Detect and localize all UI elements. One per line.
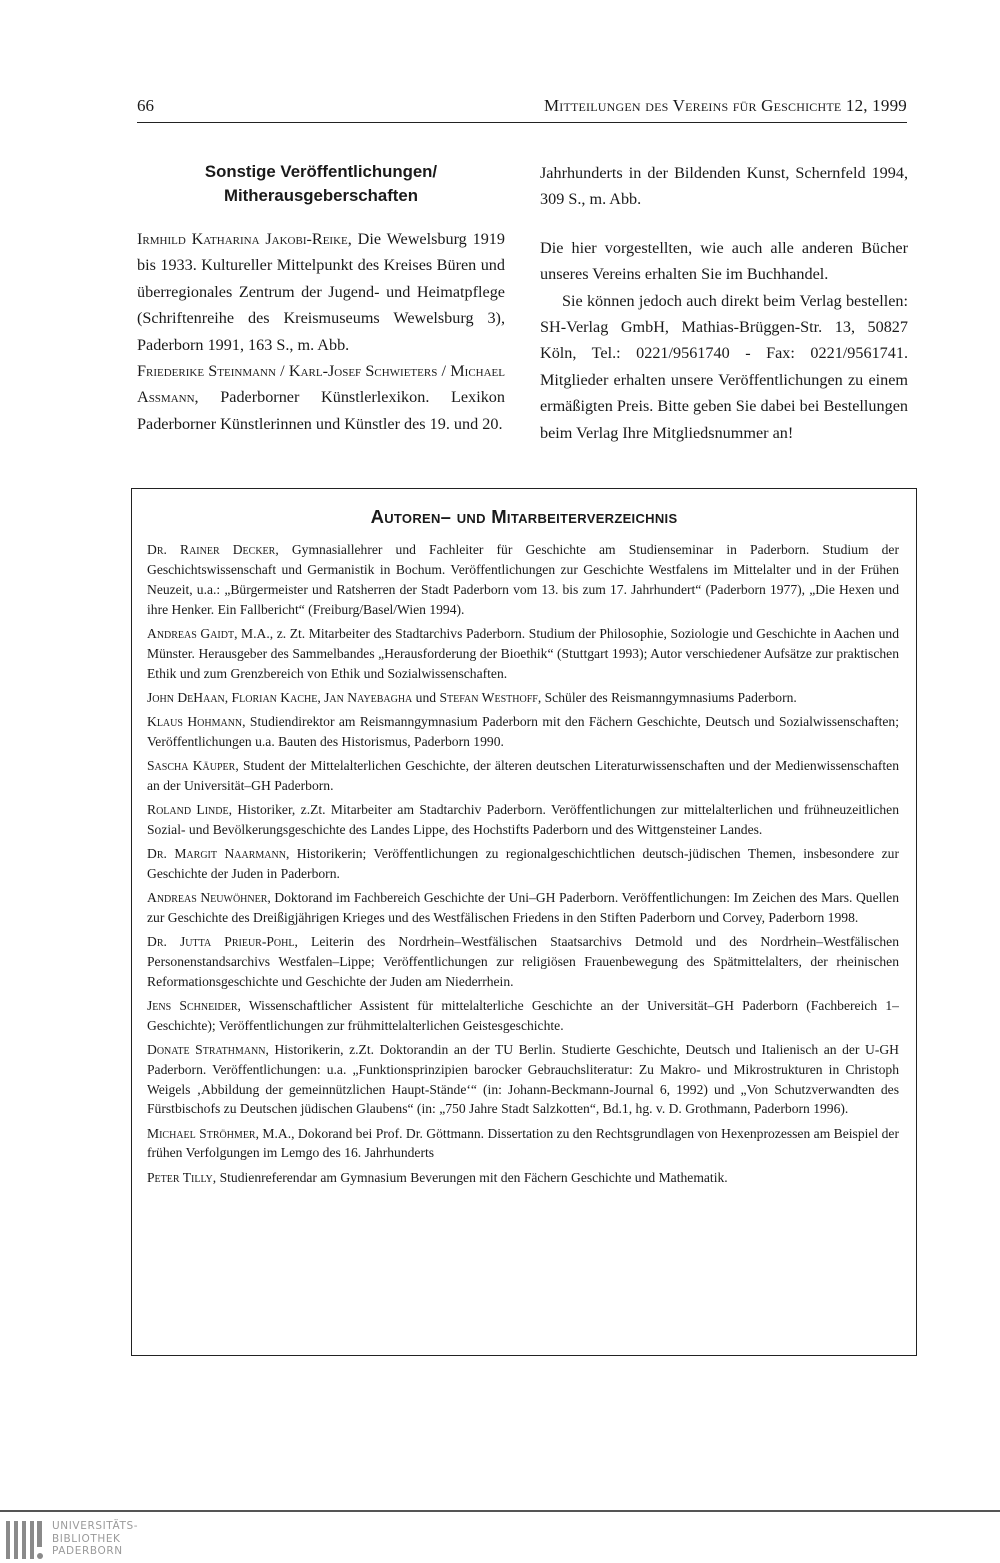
author-entry (147, 624, 899, 684)
section-title (137, 160, 505, 208)
author-entry (147, 712, 899, 752)
section-title-line2: Mitherausgeberschaften (224, 186, 418, 205)
author-entry (147, 540, 899, 620)
author-bio: , Studienreferendar am Gymnasium Beverungen mit den Fächern Geschichte und Mathematik. (212, 1169, 728, 1185)
author-name: Peter Tilly (147, 1169, 213, 1185)
author-entry (147, 1124, 899, 1164)
page-header (137, 96, 907, 123)
entry-author: Irmhild Katharina Jakobi-Reike (137, 230, 348, 248)
library-name-line3: PADERBORN (52, 1545, 123, 1557)
author-name: Dr. Margit Naarmann (147, 845, 286, 861)
author-conjunction: und (412, 689, 440, 705)
author-bio: , M.A., Dokorand bei Prof. Dr. Göttmann. Dissertation zu den Rechtsgrundlagen von Hexenprozessen am Beispiel der frühen Verfolgungen im Lemgo des 16. Jahrhunderts (147, 1125, 899, 1161)
library-name-line2: BIBLIOTHEK (52, 1532, 121, 1545)
author-bio: , Leiterin des Nordrhein–Westfälischen Staatsarchivs Detmold und des Nordrhein–Westfälischen Personenstandsarchivs Westfalen–Lippe; Veröffentlichungen zur religiösen Frauenbewegung des Spätmittelalters, der rheinischen Reformationsgeschichte und Geschichte der Juden am Niederrhein. (147, 933, 900, 989)
authors-box (131, 488, 917, 1356)
author-name: Andreas Gaidt (147, 625, 235, 641)
author-name: Dr. Jutta Prieur-Pohl (147, 933, 295, 949)
author-name: Andreas Neuwöhner (147, 889, 268, 905)
page-number: 66 (137, 96, 154, 115)
publication-entry (137, 226, 505, 358)
author-name: Roland Linde (147, 801, 229, 817)
author-entry (147, 996, 899, 1036)
entry-text: , Paderborner Künstlerlexikon. Lexikon Paderborner Künstlerinnen und Künstler des 19. und 20. (137, 388, 505, 433)
author-name: John DeHaan, Florian Kache, Jan Nayebagha (147, 689, 413, 705)
author-name: Dr. Rainer Decker (147, 542, 276, 557)
author-entry (147, 844, 899, 884)
author-entry (147, 756, 899, 796)
continuation-text: Jahrhunderts in der Bildenden Kunst, Schernfeld 1994, 309 S., m. Abb. (540, 164, 908, 209)
logo-dot-icon (37, 1553, 43, 1559)
author-bio: , Schüler des Reismanngymnasiums Paderborn. (537, 689, 797, 705)
section-title-line1: Sonstige Veröffentlichungen/ (204, 162, 438, 181)
running-title: Mitteilungen des Vereins für Geschichte 12, 1999 (543, 96, 907, 115)
author-name: Klaus Hohmann (147, 713, 243, 729)
authors-list (147, 540, 899, 1192)
author-bio: , Studiendirektor am Reismanngymnasium Paderborn mit den Fächern Geschichte, Deutsch und Sozialwissenschaften; Veröffentlichungen u.a. Bauten des Historismus, Paderborn 1990. (147, 713, 899, 749)
author-entry (147, 688, 899, 708)
author-name: Sascha Käuper (147, 757, 236, 773)
author-entry (147, 1168, 899, 1188)
author-bio: , Gymnasiallehrer und Fachleiter für Geschichte am Studienseminar in Paderborn. Studium der Geschichtswissenschaft und Germanistik in Bochum. Veröffentlichungen zur Geschichte Westfalens im Mittelalter und in der Frühen Neuzeit, u.a.: „Bürgermeister und Ratsherren der Stadt Paderborn vom 13. bis zum 17. Jahrhundert“ (Paderborn 1977), „Die Hexen und ihre Henker. Ein Fallbericht“ (Freiburg/Basel/Wien 1994). (147, 542, 899, 617)
author-name: Jens Schneider (147, 997, 238, 1013)
footer-rule (0, 1510, 1000, 1512)
author-bio: , Historiker, z.Zt. Mitarbeiter am Stadtarchiv Paderborn. Veröffentlichungen zur mittelalterlichen und frühneuzeitlichen Sozial- und Bevölkerungsgeschichte des Landes Lippe, des Hochstifts Paderborn und des Wittgensteiner Landes. (147, 801, 900, 837)
left-column (137, 160, 505, 437)
author-name: Donate Strathmann (147, 1041, 266, 1057)
author-bio: , M.A., z. Zt. Mitarbeiter des Stadtarchivs Paderborn. Studium der Philosophie, Soziologie und Geschichte in Aachen und Münster. Herausgeber des Sammelbandes „Herausforderung der Bioethik“ (Stuttgart 1993); Autor verschiedener Aufsätze zur praktischen Ethik und zum Grenzbereich von Ethik und Sozialwissenschaften. (147, 625, 899, 681)
author-bio: , Doktorand im Fachbereich Geschichte der Uni–GH Paderborn. Veröffentlichungen: Im Zeichen des Mars. Quellen zur Geschichte des Dreißigjährigen Krieges und des Westfälischen Friedens in den Stiften Paderborn und Corvey, Paderborn 1998. (147, 889, 900, 925)
author-entry (147, 932, 899, 992)
author-name: Michael Ströhmer (147, 1125, 256, 1141)
library-logo (0, 1517, 160, 1563)
entry-author: Friederike Steinmann / Karl-Josef Schwieters / Michael Assmann (137, 362, 505, 407)
library-name-line1: UNIVERSITÄTS- (52, 1520, 139, 1532)
publication-entry (137, 358, 505, 437)
ordering-paragraph-1: Die hier vorgestellten, wie auch alle anderen Bücher unseres Vereins erhalten Sie im Buchhandel. (540, 238, 908, 284)
author-bio: , Historikerin; Veröffentlichungen zu regionalgeschichtlichen deutsch-jüdischen Themen, insbesondere zur Geschichte der Juden in Paderborn. (147, 845, 899, 881)
author-name: Stefan Westhoff (439, 689, 538, 705)
authors-box-title: Autoren– und Mitarbeiterverzeichnis (370, 506, 678, 527)
right-column (540, 160, 908, 446)
author-bio: , Historikerin, z.Zt. Doktorandin an der TU Berlin. Studierte Geschichte, Deutsch und Italienisch an der U-GH Paderborn. Veröffentlichungen: u.a. „Funktionsprinzipien barocker Gebrauchsliteratur: Zu Makro- und Mikrostrukturen in Christoph Weigels ‚Abbildung der gemeinnützlichen Haupt-Stände‘“ (in: Johann-Beckmann-Journal 6, 1992) und „Von Schutzverwandten des Fürstbischofs zu Deutschen jüdischen Glaubens“ (in: „750 Jahre Stadt Salzkotten“, Bd.1, hg. v. D. Grothmann, Paderborn 1996). (147, 1041, 899, 1117)
entry-text: , Die Wewelsburg 1919 bis 1933. Kultureller Mittelpunkt des Kreises Büren und überregionales Zentrum der Jugend- und Heimatpflege (Schriftenreihe des Kreismuseums Wewelsburg 3), Paderborn 1991, 163 S., m. Abb. (137, 230, 505, 354)
author-bio: , Student der Mittelalterlichen Geschichte, der älteren deutschen Literaturwissenschaften und der Medienwissenschaften an der Universität–GH Paderborn. (147, 757, 899, 793)
author-entry (147, 1040, 899, 1120)
author-bio: , Wissenschaftlicher Assistent für mittelalterliche Geschichte an der Universität–GH Paderborn (Fachbereich 1–Geschichte); Veröffentlichungen zur frühmittelalterlichen Geistesgeschichte. (147, 997, 899, 1033)
library-name (52, 1520, 138, 1558)
author-entry (147, 888, 899, 928)
ordering-paragraph-2: Sie können jedoch auch direkt beim Verlag bestellen: SH-Verlag GmbH, Mathias-Brüggen-Str. 13, 50827 Köln, Tel.: 0221/9561740 - Fax: 0221/9561741. Mitglieder erhalten unsere Veröffentlichungen zu einem ermäßigten Preis. Bitte geben Sie dabei bei Bestellungen beim Verlag Ihre Mitgliedsnummer an! (540, 291, 908, 442)
author-entry (147, 800, 899, 840)
